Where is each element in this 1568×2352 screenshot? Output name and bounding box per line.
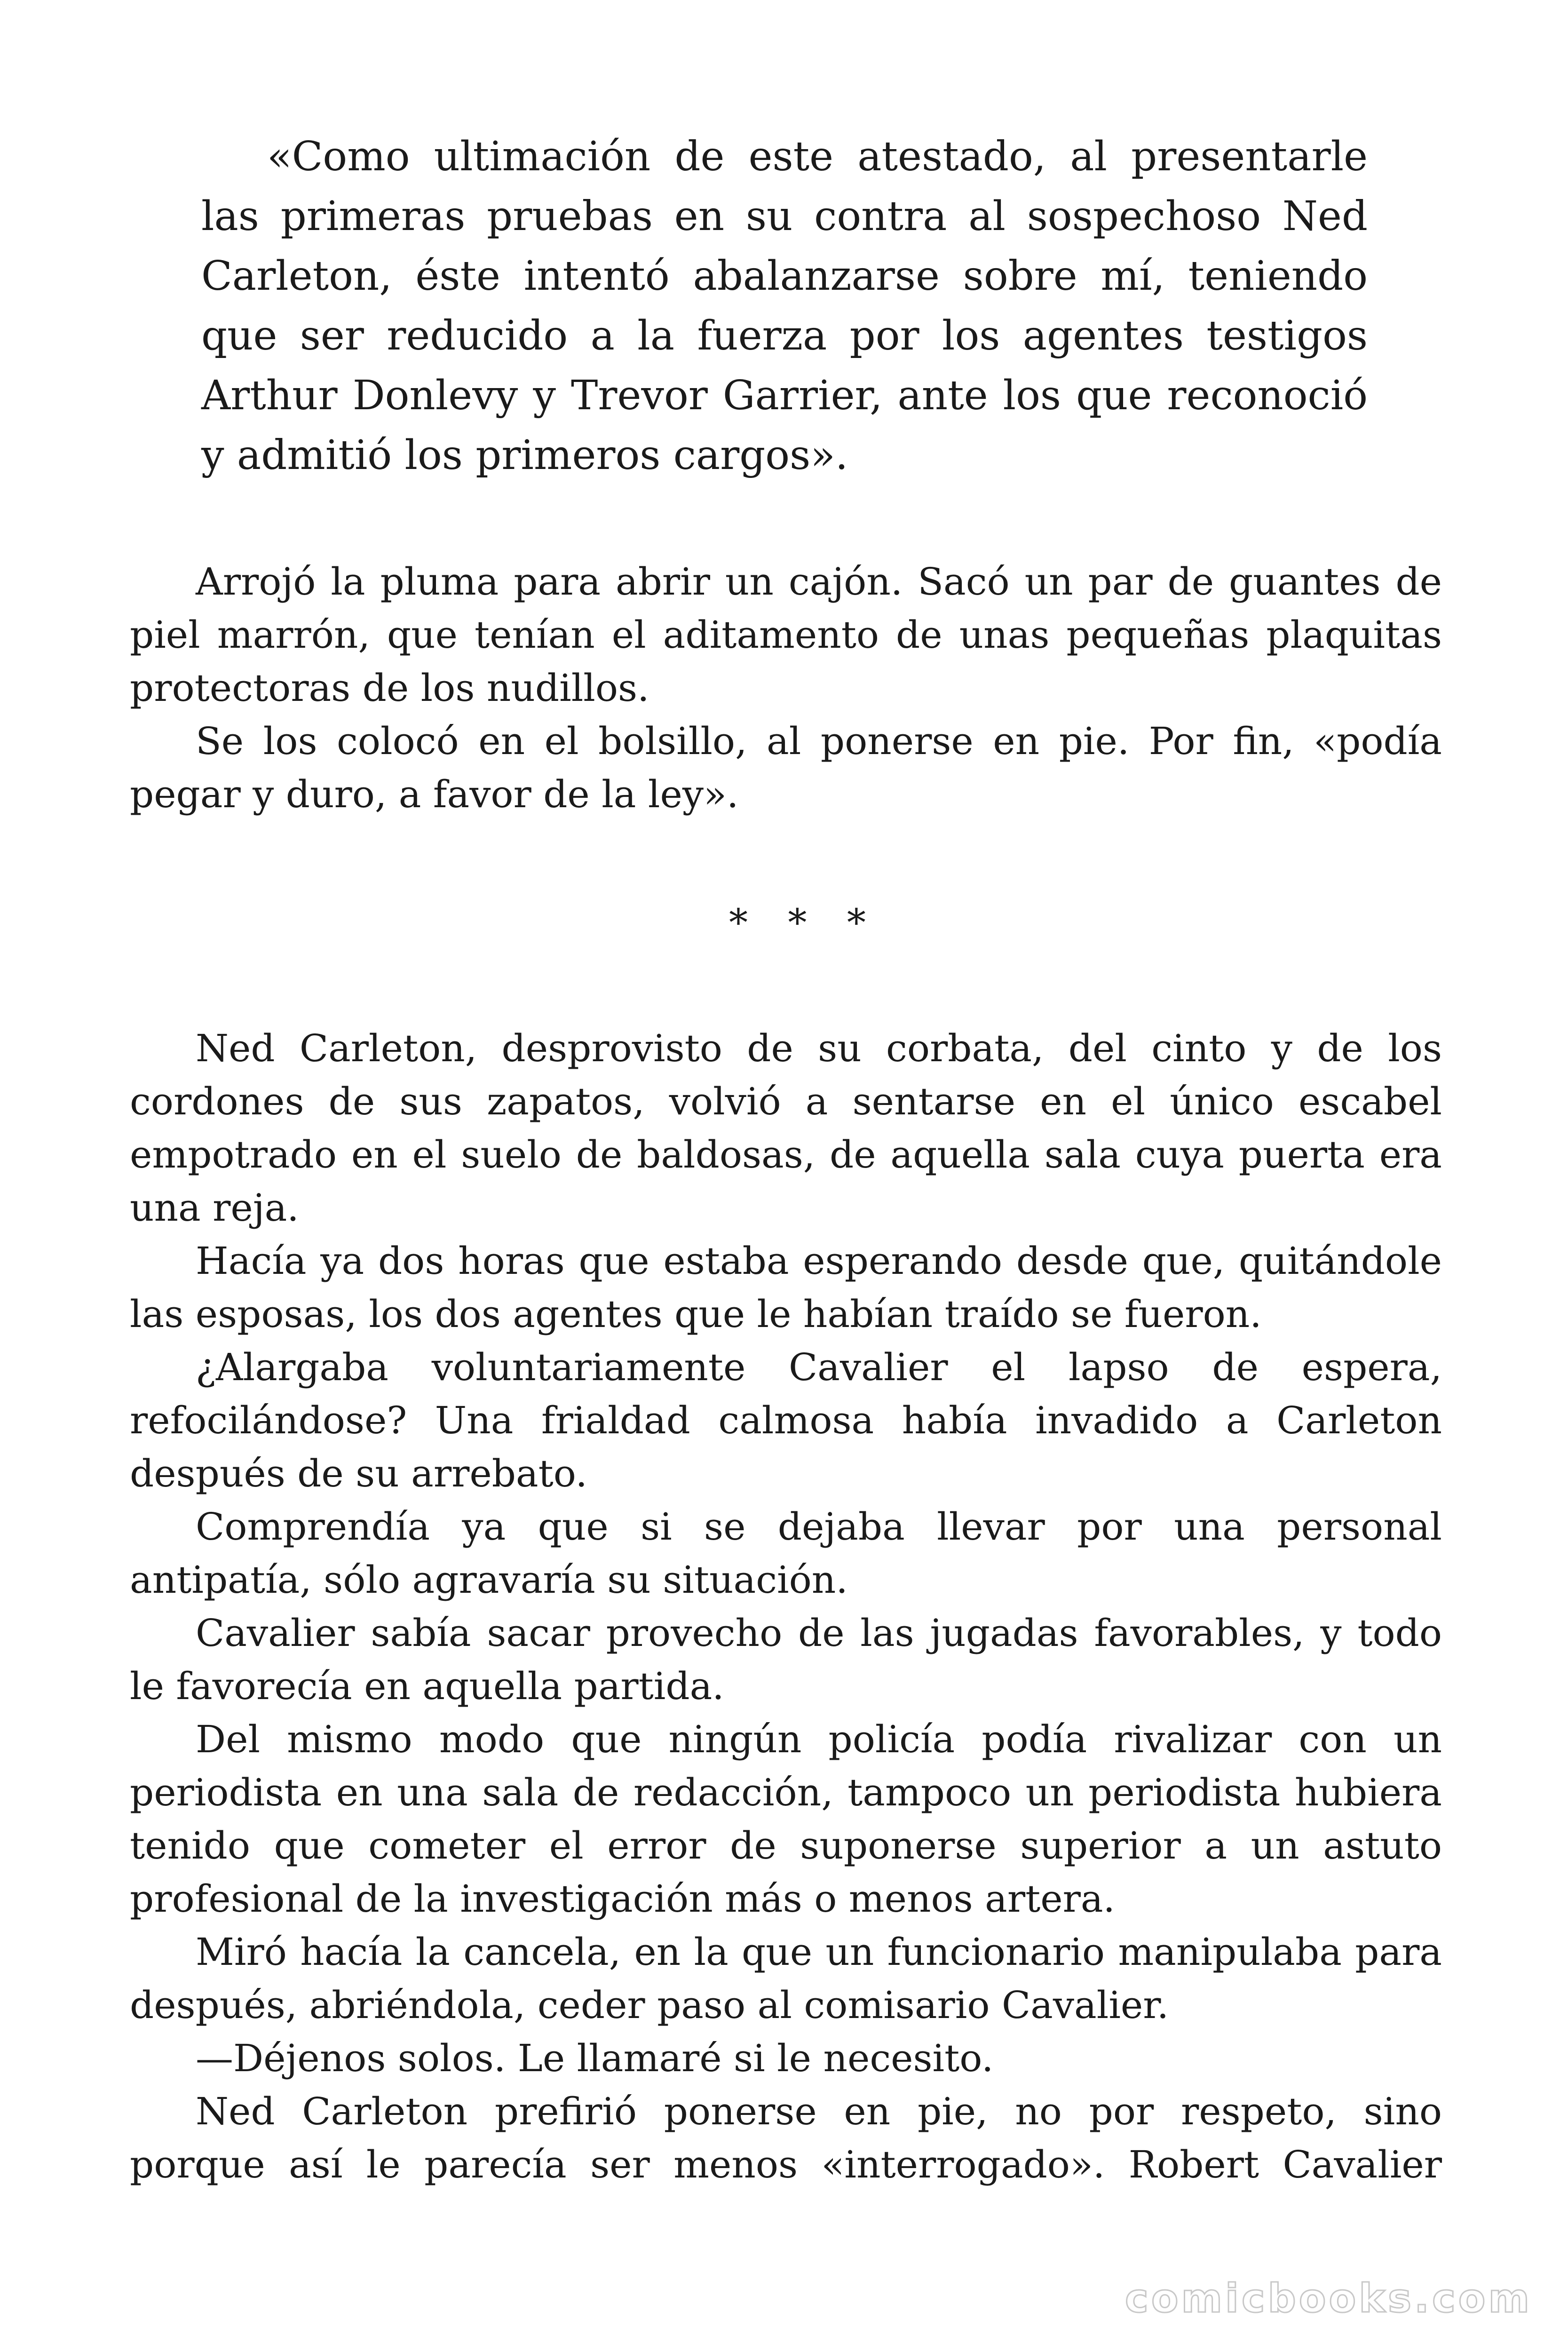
quoted-statement xyxy=(201,127,1368,485)
section-separator: * * * xyxy=(729,901,880,945)
paragraph: Comprendía ya que si se dejaba llevar por una personal antipatía, sólo agravaría su situación. xyxy=(130,1505,1442,1602)
text-section-1 xyxy=(130,555,1442,821)
paragraph: Se los colocó en el bolsillo, al ponerse en pie. Por fin, «podía pegar y duro, a favor de la ley». xyxy=(130,719,1442,816)
text-section-2 xyxy=(130,1022,1442,2191)
quote-paragraph: «Como ultimación de este atestado, al presentarle las primeras pruebas en su contra al sospechoso Ned Carleton, éste intentó abalanzarse sobre mí, teniendo que ser reducido a la fuerza por los agentes testigos Arthur Donlevy y Trevor Garrier, ante los que reconoció y admitió los primeros cargos». xyxy=(201,133,1368,479)
paragraph-last-line-justified: Ned Carleton prefirió ponerse en pie, no por respeto, sino porque así le parecía ser menos «interrogado». Robert Cavalier xyxy=(130,2090,1442,2186)
paragraph: —Déjenos solos. Le llamaré si le necesito. xyxy=(196,2036,994,2080)
paragraph: ¿Alargaba voluntariamente Cavalier el lapso de espera, refocilándose? Una frialdad calmosa había invadido a Carleton después de su arrebato. xyxy=(130,1345,1442,1495)
paragraph: Miró hacía la cancela, en la que un funcionario manipulaba para después, abriéndola, ceder paso al comisario Cavalier. xyxy=(130,1930,1442,2027)
paragraph: Arrojó la pluma para abrir un cajón. Sacó un par de guantes de piel marrón, que tenían el aditamento de unas pequeñas plaquitas protectoras de los nudillos. xyxy=(130,560,1442,710)
paragraph: Cavalier sabía sacar provecho de las jugadas favorables, y todo le favorecía en aquella partida. xyxy=(130,1611,1442,1708)
paragraph: Del mismo modo que ningún policía podía rivalizar con un periodista en una sala de redacción, tampoco un periodista hubiera tenido que cometer el error de suponerse superior a un astuto profesional de la investigación más o menos artera. xyxy=(130,1717,1442,1921)
paragraph: Hacía ya dos horas que estaba esperando desde que, quitándole las esposas, los dos agentes que le habían traído se fueron. xyxy=(130,1239,1442,1336)
watermark: comicbooks.com xyxy=(1125,2275,1532,2321)
paragraph: Ned Carleton, desprovisto de su corbata, del cinto y de los cordones de sus zapatos, volvió a sentarse en el único escabel empotrado en el suelo de baldosas, de aquella sala cuya puerta era una reja. xyxy=(130,1026,1442,1230)
